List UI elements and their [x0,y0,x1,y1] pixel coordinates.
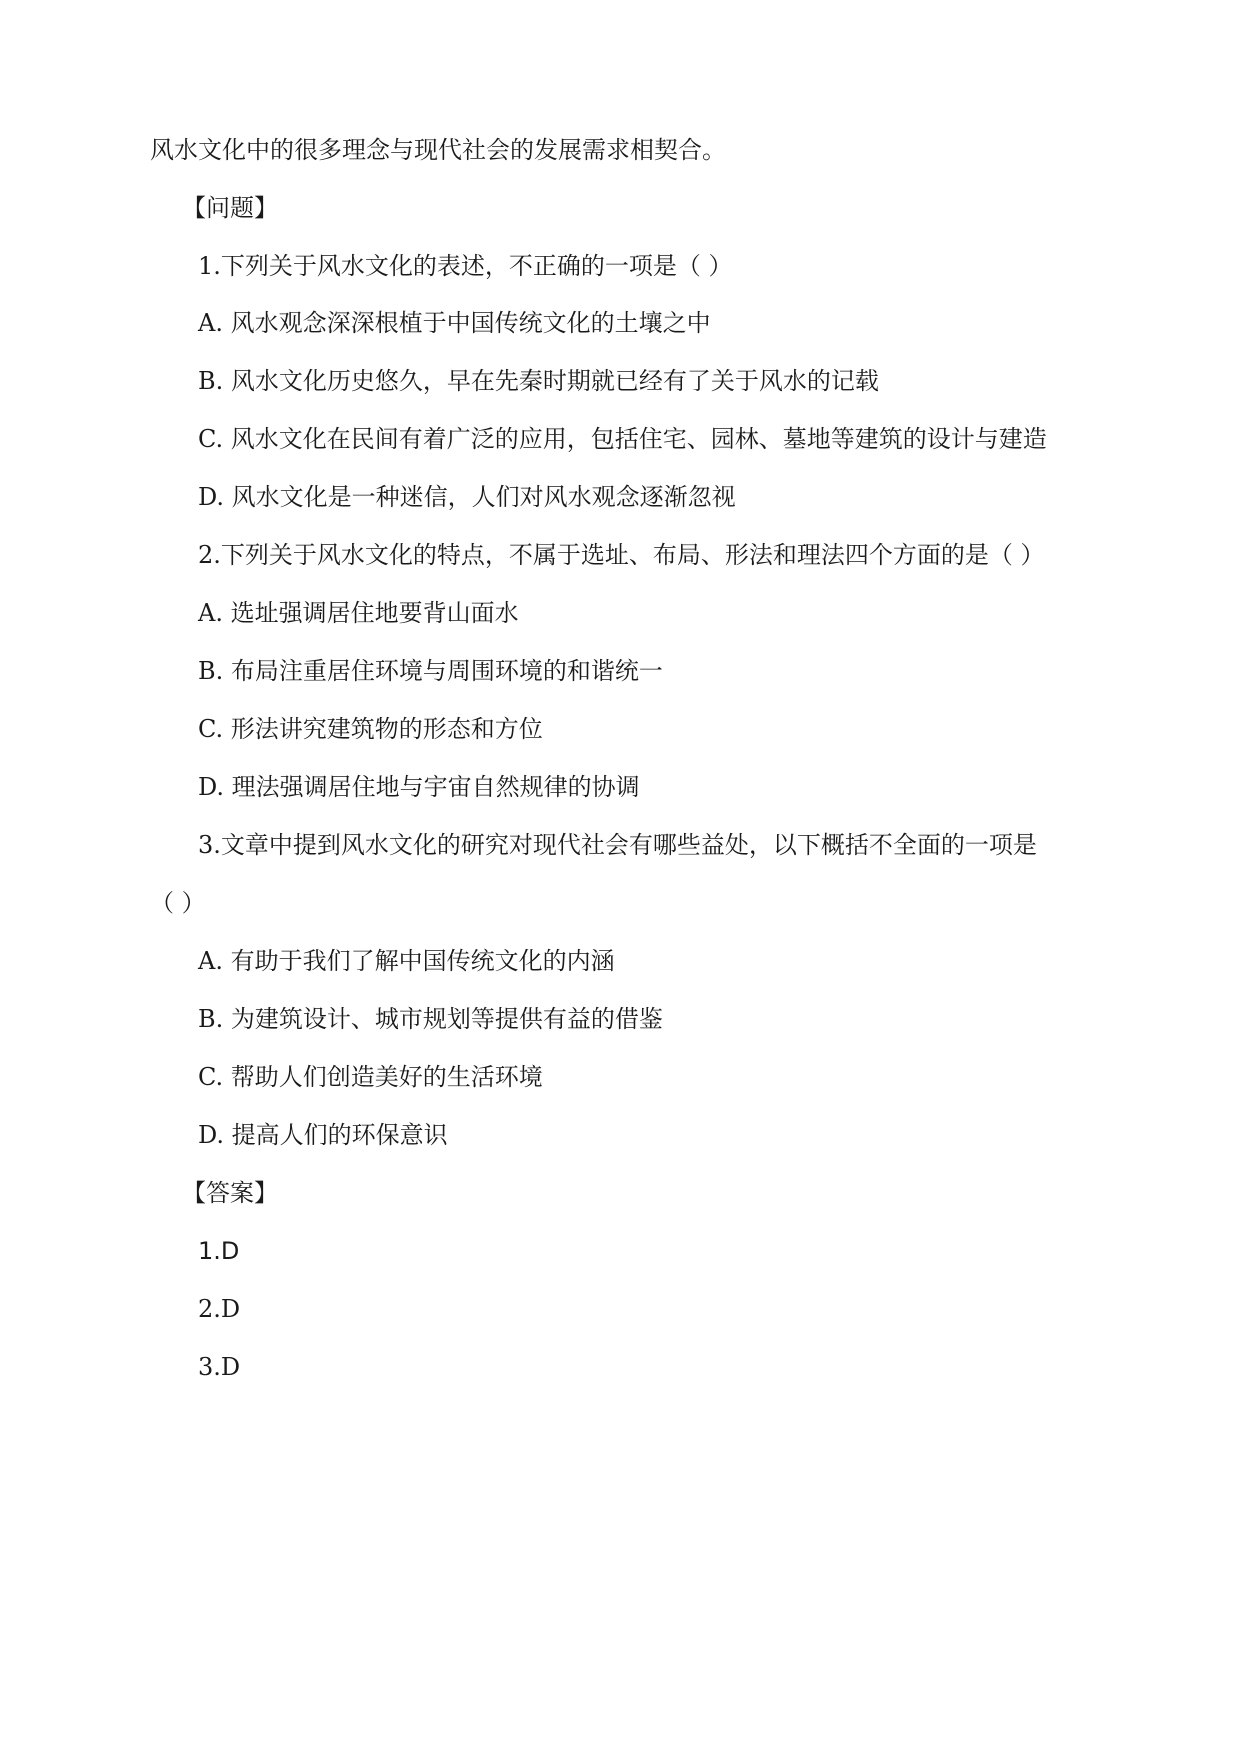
answer-3: 3.D [198,1353,241,1381]
question-2-option-c: C. 形法讲究建筑物的形态和方位 [198,715,543,743]
intro-closing-line: 风水文化中的很多理念与现代社会的发展需求相契合。 [150,136,726,164]
question-3-option-c: C. 帮助人们创造美好的生活环境 [198,1063,543,1091]
question-3-stem-continuation: （ ） [150,889,206,917]
question-1-option-c: C. 风水文化在民间有着广泛的应用，包括住宅、园林、墓地等建筑的设计与建造 [198,425,1047,453]
question-2-option-d: D. 理法强调居住地与宇宙自然规律的协调 [198,773,640,801]
question-3-option-d: D. 提高人们的环保意识 [198,1121,448,1149]
question-1-option-b: B. 风水文化历史悠久，早在先秦时期就已经有了关于风水的记载 [198,367,879,395]
question-1-stem: 1.下列关于风水文化的表述，不正确的一项是（ ） [198,252,733,280]
question-3-option-a: A. 有助于我们了解中国传统文化的内涵 [198,947,615,975]
question-2-stem: 2.下列关于风水文化的特点，不属于选址、布局、形法和理法四个方面的是（ ） [198,541,1045,569]
question-2-option-b: B. 布局注重居住环境与周围环境的和谐统一 [198,657,663,685]
question-2-option-a: A. 选址强调居住地要背山面水 [198,599,519,627]
answers-heading: 【答案】 [182,1179,278,1207]
question-1-option-a: A. 风水观念深深根植于中国传统文化的土壤之中 [198,309,711,337]
question-3-option-b: B. 为建筑设计、城市规划等提供有益的借鉴 [198,1005,663,1033]
question-1-option-d: D. 风水文化是一种迷信，人们对风水观念逐渐忽视 [198,483,736,511]
answer-2: 2.D [198,1295,241,1323]
question-3-stem: 3.文章中提到风水文化的研究对现代社会有哪些益处，以下概括不全面的一项是 [198,831,1037,859]
answer-1: 1.D [198,1237,240,1265]
questions-heading: 【问题】 [182,194,278,222]
